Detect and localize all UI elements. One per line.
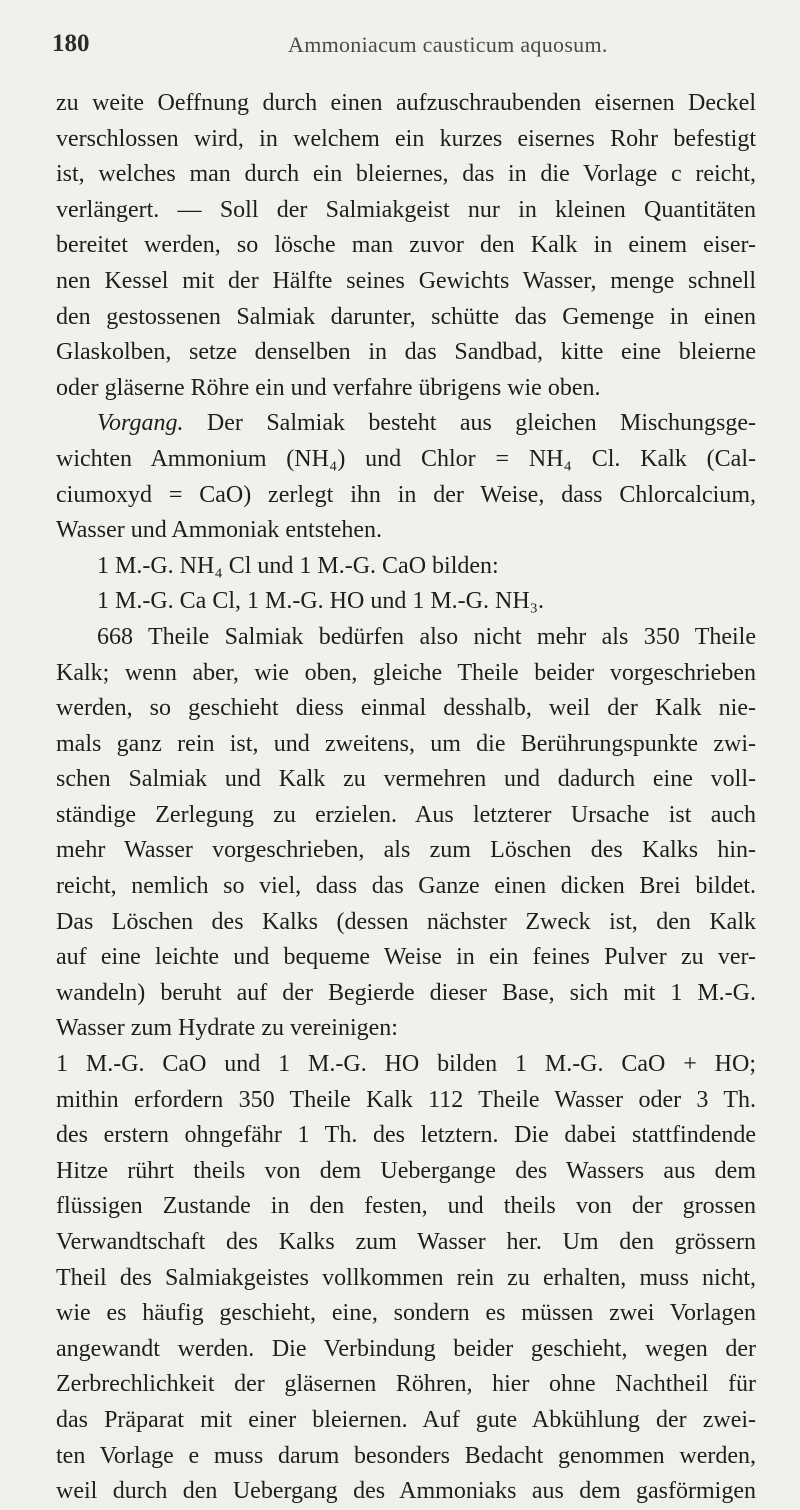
formula-line: 1 M.-G. Ca Cl, 1 M.-G. HO und 1 M.-G. NH₃. [97,588,545,615]
text-line: Theil des Salmiakgeistes vollkommen rein zu erhalten, muss nicht, [56,1264,756,1291]
text-line: Das Löschen des Kalks (dessen nächster Zweck ist, den Kalk [56,908,756,935]
text-line: Zerbrechlichkeit der gläsernen Röhren, hier ohne Nachtheil für [56,1371,756,1398]
text-line: nen Kessel mit der Hälfte seines Gewichts Wasser, menge schnell [56,267,756,294]
section-heading-line: Vorgang. Der Salmiak besteht aus gleichen Mischungsge- [97,410,756,437]
formula-line: 1 M.-G. NH₄ Cl und 1 M.-G. CaO bilden: [97,552,499,579]
text-line: flüssigen Zustande in den festen, und theils von der grossen [56,1193,756,1220]
running-head [0,30,800,66]
text-line: des erstern ohngefähr 1 Th. des letztern. Die dabei stattfindende [56,1122,756,1149]
text-line: Verwandtschaft des Kalks zum Wasser her. Um den grössern [56,1229,756,1255]
text-line: wandeln) beruht auf der Begierde dieser Base, sich mit 1 M.-G. [56,979,756,1006]
text-line: zu weite Oeffnung durch einen aufzuschraubenden eisernen Deckel [56,90,756,116]
running-title: Ammoniacum causticum aquosum. [288,32,608,57]
text-line: mehr Wasser vorgeschrieben, als zum Löschen des Kalks hin- [56,837,756,864]
text-line: mithin erfordern 350 Theile Kalk 112 Theile Wasser oder 3 Th. [56,1086,756,1113]
text-line: verlängert. — Soll der Salmiakgeist nur in kleinen Quantitäten [56,196,756,223]
text-line: angewandt werden. Die Verbindung beider geschieht, wegen der [56,1335,756,1362]
text-line: Kalk; wenn aber, wie oben, gleiche Theile beider vorgeschrieben [56,659,756,686]
text-line: den gestossenen Salmiak darunter, schütte das Gemenge in einen [56,303,756,330]
text-line: weil durch den Uebergang des Ammoniaks aus dem gasförmigen [56,1478,756,1505]
text-line: ciumoxyd = CaO) zerlegt ihn in der Weise, dass Chlorcalcium, [56,481,756,508]
text-line: 668 Theile Salmiak bedürfen also nicht mehr als 350 Theile [97,623,756,650]
text-line: wie es häufig geschieht, eine, sondern es müssen zwei Vorlagen [56,1300,756,1327]
text-line: auf eine leichte und bequeme Weise in ein feines Pulver zu ver- [56,944,756,971]
section-heading-word: Vorgang. [97,410,184,437]
text-line: Glaskolben, setze denselben in das Sandbad, kitte eine bleierne [56,339,756,366]
text-line: wichten Ammonium (NH₄) und Chlor = NH₄ Cl. Kalk (Cal- [56,445,756,472]
formula-line: 1 M.-G. CaO und 1 M.-G. HO bilden 1 M.-G. CaO + HO; [56,1051,756,1078]
text-line: werden, so geschieht diess einmal desshalb, weil der Kalk nie- [56,695,756,722]
text-line: Wasser und Ammoniak entstehen. [56,517,383,544]
text-line: verschlossen wird, in welchem ein kurzes eisernes Rohr befestigt [56,125,756,152]
text-line: mals ganz rein ist, und zweitens, um die Berührungspunkte zwi- [56,730,756,757]
text-line: ten Vorlage e muss darum besonders Bedacht genommen werden, [56,1442,756,1469]
text-line: ständige Zerlegung zu erzielen. Aus letzterer Ursache ist auch [56,801,756,828]
body-text [56,86,756,1510]
text-line: oder gläserne Röhre ein und verfahre übrigens wie oben. [56,374,601,401]
text-line: Wasser zum Hydrate zu vereinigen: [56,1015,398,1042]
text-line: ist, welches man durch ein bleiernes, das in die Vorlage c reicht, [56,161,756,188]
text-line: Hitze rührt theils von dem Uebergange des Wassers aus dem [56,1157,756,1184]
text-line: schen Salmiak und Kalk zu vermehren und dadurch eine voll- [56,766,756,793]
text-line: bereitet werden, so lösche man zuvor den Kalk in einem eiser- [56,232,756,259]
text-line: das Präparat mit einer bleiernen. Auf gute Abkühlung der zwei- [56,1406,756,1433]
page-number: 180 [52,30,90,57]
text-line: reicht, nemlich so viel, dass das Ganze einen dicken Brei bildet. [56,873,756,900]
